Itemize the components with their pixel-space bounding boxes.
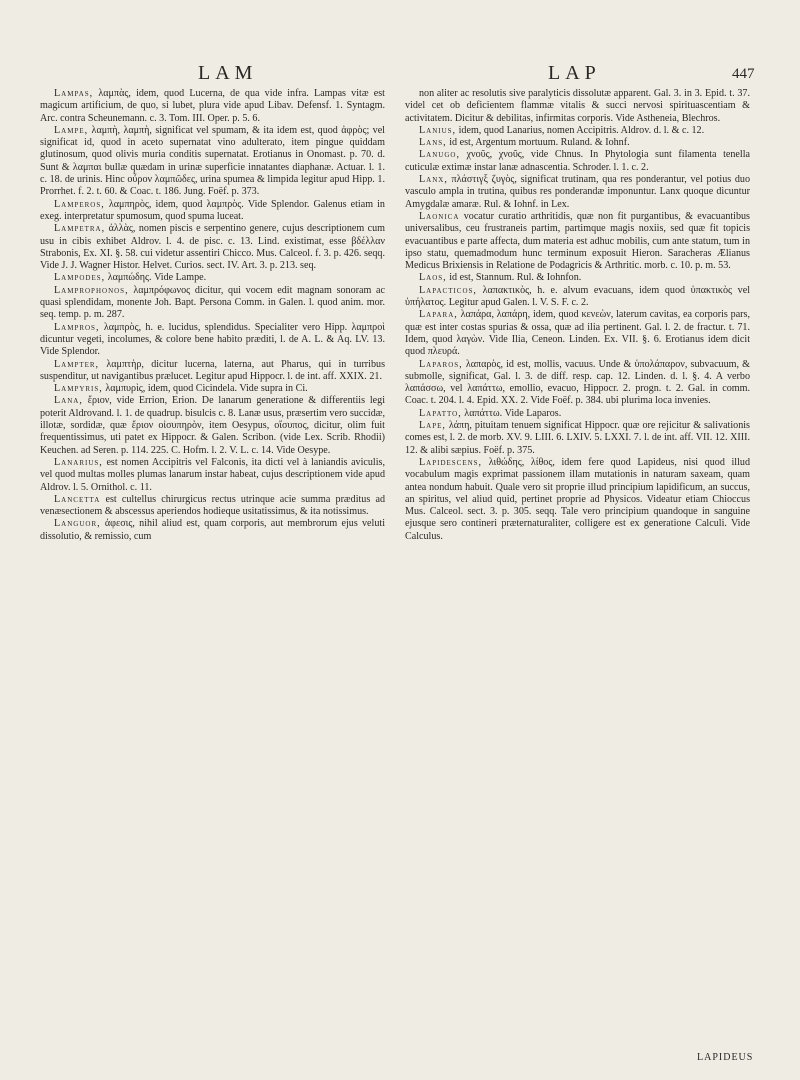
dictionary-entry (40, 383, 385, 395)
entry-lemma: Lanx, (419, 174, 448, 186)
dictionary-entry (405, 125, 750, 137)
dictionary-entry (40, 457, 385, 494)
dictionary-entry (40, 125, 385, 199)
dictionary-entry (405, 137, 750, 149)
dictionary-entry (405, 359, 750, 408)
dictionary-entry (40, 494, 385, 519)
entry-text: ἔριον, vide Errion, Erion. De lanarum generatione & differentiis legi poterit Aldrovand. l. 1. de quadrup. bisulcis c. 8. Lanæ usus, præsertim vero succidæ, illotæ, sordidæ, quæ ἔριον οἰσυπηρὸν, item Oesypus, οἴσυπος, dicitur, olim fuit frequentissimus, uti patet ex Hippocr. & Galen. Scribon. (vide Lex. Scrib. Rhodii) Keuchen. ad Seren. p. 114. 225. C. Hofm. l. 2. V. L. c. 14. Vide Oesype. (40, 395, 385, 456)
page-number: 447 (732, 66, 755, 82)
entry-text: λιθώδης, λίθος, idem fere quod Lapideus, nisi quod illud vocabulum magis exprimat passionem illam mutationis in naturam saxeam, quam antea nondum habuit. Quale vero sit proprie illud principium lapidificum, an succus, an spiritus, vel aliud quid, pertinet proprie ad Physicos. Videatur etiam Chioccus Mus. Calceol. sect. 3. p. 305. seqq. Tale vero principium quandoque in sanguine ejusque sero contineri præternaturaliter, colligere est ex generatione Calculi. Vide Calculus. (405, 456, 751, 542)
dictionary-entry (40, 223, 385, 272)
dictionary-entry (405, 88, 750, 125)
entry-text: non aliter ac resolutis sive paralyticis dissolutæ apparent. Gal. 3. in 3. Epid. t. 37. videl cet ob deficientem flammæ vitalis & succi nervosi spirituascentiam & activitatem. Dicitur & debilitas, infirmitas corporis. Vide Astheneia, Blechros. (405, 88, 750, 124)
right-headword: LAP (548, 62, 601, 84)
entry-lemma: Laonica (419, 210, 460, 222)
dictionary-entry (405, 457, 750, 543)
entry-lemma: Lamperos, (54, 198, 105, 210)
dictionary-entry (405, 309, 750, 358)
entry-lemma: Lana, (54, 395, 83, 407)
dictionary-entry (405, 149, 750, 174)
dictionary-entry (405, 420, 750, 457)
entry-lemma: Lamprophonos, (54, 284, 129, 296)
entry-lemma: Laparos, (419, 358, 463, 370)
entry-text: χνοῦς, χνοῦς, vide Chnus. In Phytologia sunt filamenta tenella cuticulæ extimæ instar lanæ adnascentia. Schroder. l. 1. c. 2. (405, 149, 750, 173)
entry-text: λαμπώδης. Vide Lampe. (107, 272, 207, 284)
catchword: LAPIDEUS (697, 1052, 754, 1063)
entry-text: λαμπυρὶς, idem, quod Cicindela. Vide supra in Ci. (105, 383, 308, 395)
left-headword: LAM (198, 62, 258, 84)
entry-lemma: Lapara, (419, 309, 458, 321)
entry-text: λαμπρὸς, h. e. lucidus, splendidus. Specialiter vero Hipp. λαμπροὶ dicuntur vegeti, incolumes, & colore bene habito præditi, l. de A. L. & Aq. LV. 13. Vide Splendor. (40, 321, 385, 358)
dictionary-entry (40, 322, 385, 359)
entry-lemma: Lanugo, (419, 149, 460, 161)
entry-text: πλάστιγξ ζυγὸς, significat trutinam, qua res ponderantur, vel potius duo vasculo ampla in trutina, quibus res ponderandæ imponuntur. Lanx quoque dicuntur Amygdalæ amaræ. Rul. & Iohnf. in Lex. (405, 174, 750, 210)
entry-lemma: Lanius, (419, 124, 457, 136)
entry-lemma: Lampter, (54, 358, 100, 370)
entry-text: id est, Argentum mortuum. Ruland. & Iohnf. (449, 137, 630, 149)
entry-lemma: Lapacticos, (419, 284, 477, 296)
entry-text: λαμπτὴρ, dicitur lucerna, laterna, aut Pharus, qui in turribus suspenditur, ut navigantibus prælucet. Legitur apud Hippocr. l. de int. aff. XXIX. 21. (40, 358, 385, 382)
entry-text: λαπακτικὸς, h. e. alvum evacuans, idem quod ὑπακτικὸς vel ὑπήλατος. Legitur apud Galen. l. V. S. F. c. 2. (405, 284, 750, 309)
entry-lemma: Lampe, (54, 124, 89, 136)
dictionary-entry (40, 199, 385, 224)
entry-lemma: Lapatto, (419, 407, 462, 419)
entry-text: λαπάρα, λαπάρη, idem, quod κενεὼν, laterum cavitas, ea corporis pars, quæ est inter costas spurias & ossa, quæ ad ilia pertinent. Gal. l. 2. de fractur. t. 71. Idem, quod λαγὼν. Vide Ilia, Ceneon. Linden. Ex. VII. §. 6. Erotianus idem dicit quod πλευρά. (405, 309, 750, 358)
entry-text: est nomen Accipitris vel Falconis, ita dicti vel à laniandis aviculis, vel quod multas molles plumas lanarum instar habeat, cujus descriptionem vide apud Aldrov. l. 5. Ornithol. c. 11. (40, 456, 385, 493)
entry-text: vocatur curatio arthritidis, quæ non fit purgantibus, & evacuantibus universalibus, ceu frustraneis partim, partimque magis noxiis, sed quæ fit topicis evacuantibus e parte affecta, dum materia est adhuc mobilis, cum ante statum, tum in ipso statu, quemadmodum hunc terminum exposuit Hieron. Saracheras Ælianus Medicus Brixiensis in Relatione de Podagricis & Arthritic. morb. c. 10. p. m. 53. (405, 210, 750, 272)
dictionary-entry (40, 395, 385, 456)
entry-text: id est, Stannum. Rul. & Iohnfon. (449, 272, 582, 284)
dictionary-entry (40, 88, 385, 125)
entry-lemma: Lape, (419, 420, 446, 432)
dictionary-entry (405, 272, 750, 284)
entry-lemma: Lanarius, (54, 456, 103, 468)
entry-lemma: Lapidescens, (419, 456, 483, 468)
dictionary-entry (40, 518, 385, 543)
running-header (0, 0, 800, 90)
entry-text: λαμπὴ, λαμπὴ, significat vel spumam, & ita idem est, quod ἀφρὸς; vel significat id, quod in aceto supernatat vino adulterato, item pingue quiddam glutinosum, quod olivis muria conditis supernatat. Erotianus in Onomast. p. 70. d. Sunt & λαμπαι bullæ quædam in urinæ superficie innatantes diaphanæ. Actuar. l. 1. c. 18. de urinis. Hinc οὖρον λαμπῶδες, urina spumea & limpida legitur apud Hipp. 1. Prorrhet. f. 2. t. 60. & Coac. t. 186. Jung. Foëf. p. 373. (40, 124, 385, 198)
dictionary-entry (40, 272, 385, 284)
entry-lemma: Languor, (54, 518, 101, 530)
entry-lemma: Laos, (419, 272, 447, 284)
entry-text: λαπάττω. Vide Laparos. (464, 407, 562, 419)
left-column (40, 88, 385, 543)
entry-lemma: Lampros, (54, 321, 100, 333)
entry-text: λαμπηρὸς, idem, quod λαμπρὸς. Vide Splendor. Galenus etiam in exeg. interpretatur spumosum, quod spuma luceat. (40, 198, 385, 222)
entry-lemma: Lampyris, (54, 383, 103, 395)
entry-text: λαπαρὸς, id est, mollis, vacuus. Unde & ὑπολάπαρον, subvacuum, & submolle, significat, Gal. l. 3. de diff. resp. cap. 12. Linden. d. l. §. 4. A verbo λαπάσσω, vel λαπάττω, emollio, evacuo, Hippocr. 2. progn. t. 2. Gal. in comm. Coac. t. 204. l. 4. Epid. XX. 2. Vide Foëf. p. 384. ubi plurima loca invenies. (405, 358, 750, 407)
entry-text: λάπη, pituitam tenuem significat Hippocr. quæ ore rejicitur & salivationis comes est, l. 2. de morb. XV. 9. LIII. 6. LXIV. 5. LXXI. 7. l. de int. aff. VII. 12. XIII. 12. & alibi sæpius. Foëf. p. 375. (405, 420, 750, 456)
dictionary-entry (40, 285, 385, 322)
entry-text: ἀφεσις, nihil aliud est, quam corporis, aut membrorum ejus veluti dissolutio, & remissio, cum (40, 518, 385, 542)
entry-text: λαμπὰς, idem, quod Lucerna, de qua vide infra. Lampas vitæ est magicum artificium, de quo, si lubet, plura vide apud Libav. Defensf. 1. Syntagm. Arc. contra Scheunemann. c. 3. Tom. III. Oper. p. 5. 6. (40, 88, 385, 124)
dictionary-entry (405, 174, 750, 211)
entry-lemma: Lampas, (54, 88, 94, 99)
dictionary-entry (405, 211, 750, 272)
entry-lemma: Lampodes, (54, 272, 106, 284)
entry-text: λαμπρόφωνος dicitur, qui vocem edit magnam sonoram ac quasi splendidam, monente Joh. Bapt. Persona Comm. in Galen. l. quod anim. mor. seq. temp. p. m. 287. (40, 284, 385, 321)
dictionary-entry (40, 359, 385, 384)
dictionary-entry (405, 408, 750, 420)
entry-lemma: Lans, (419, 137, 447, 149)
entry-lemma: Lampetra, (54, 223, 106, 235)
entry-text: ἀλλὰς, nomen piscis e serpentino genere, cujus descriptionem cum usu in cibis exhibet Aldrov. l. 4. de pisc. c. 13. Lind. existimat, esse βδέλλαν Strabonis, Ex. XI. §. 58. cui videtur assentiri Chicco. Mus. Calceol. f. 3. p. 426. seqq. Vide J. J. Wagner Histor. Helvet. Curios. sect. IV. Art. 3. p. 213. seq. (40, 223, 385, 272)
right-column (405, 88, 750, 543)
dictionary-entry (405, 285, 750, 310)
entry-text: est cultellus chirurgicus rectus utrinque acie summa præditus ad venæsectionem & abscessus aperiendos hodieque usitatissimus, & ita notissimus. (40, 493, 385, 518)
entry-lemma: Lancetta (54, 493, 101, 505)
entry-text: idem, quod Lanarius, nomen Accipitris. Aldrov. d. l. & c. 12. (458, 124, 705, 136)
